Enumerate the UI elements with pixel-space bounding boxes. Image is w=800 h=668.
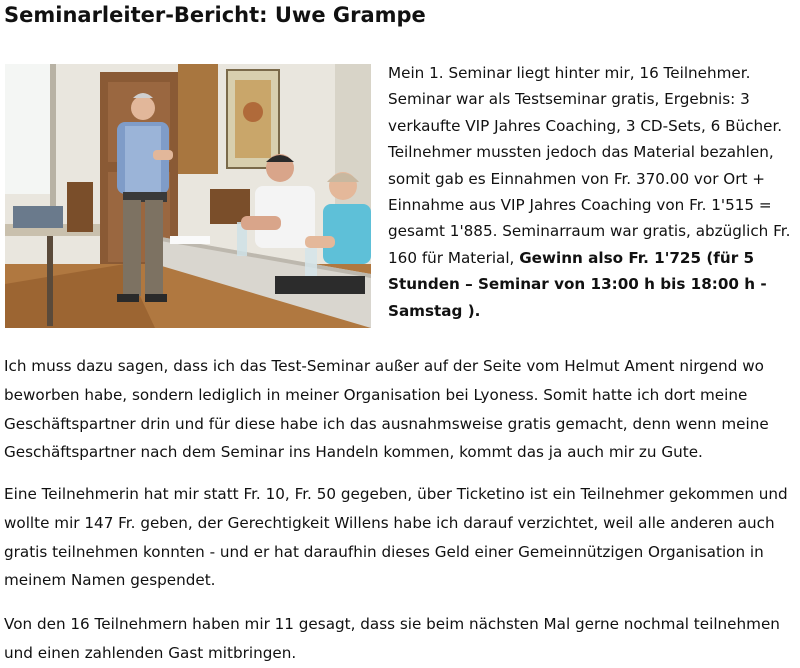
paragraph-donation: Eine Teilnehmerin hat mir statt Fr. 10, Fr. 50 gegeben, über Ticketino ist ein Teilnehmer gekommen und wollte mir 147 Fr. geben, der Gerechtigkeit Willens habe ich darauf verzichtet, weil alle anderen auch gratis teilnehmen konnten - und er hat daraufhin dieses Geld einer Gemeinnützigen Organisation in meinem Namen gespendet.: [4, 485, 788, 590]
paragraph-feedback: Von den 16 Teilnehmern haben mir 11 gesagt, dass sie beim nächsten Mal gerne nochmal teilnehmen und einen zahlenden Gast mitbringen.: [4, 615, 780, 662]
summary-text: Mein 1. Seminar liegt hinter mir, 16 Teilnehmer. Seminar war als Testseminar gratis, Ergebnis: 3 verkaufte VIP Jahres Coaching, 3 CD-Sets, 6 Bücher. Teilnehmer mussten jedoch das Material bezahlen, somit gab es Einnahmen von Fr. 370.00 vor Ort + Einnahme aus VIP Jahres Coaching von Fr. 1'515 = gesamt 1'885. Seminarraum war gratis, abzüglich Fr. 160 für Material,: [388, 64, 791, 267]
seminar-photo: [5, 64, 371, 328]
paragraph-advertising: Ich muss dazu sagen, dass ich das Test-Seminar außer auf der Seite vom Helmut Ament nirgend wo beworben habe, sondern lediglich in meiner Organisation bei Lyoness. Somit hatte ich dort meine Geschäftspartner drin und für diese habe ich das ausnahmsweise gratis gemacht, denn wenn meine Geschäftspartner nach dem Seminar ins Handeln kommen, kommt das ja auch mir zu Gute.: [4, 357, 769, 462]
profit-highlight: Gewinn also Fr. 1'725 (für 5 Stunden – Seminar von 13:00 h bis 18:00 h - Samstag ).: [388, 248, 767, 320]
page-title: Seminarleiter-Bericht: Uwe Grampe: [4, 3, 426, 27]
seminar-summary: [388, 60, 800, 324]
